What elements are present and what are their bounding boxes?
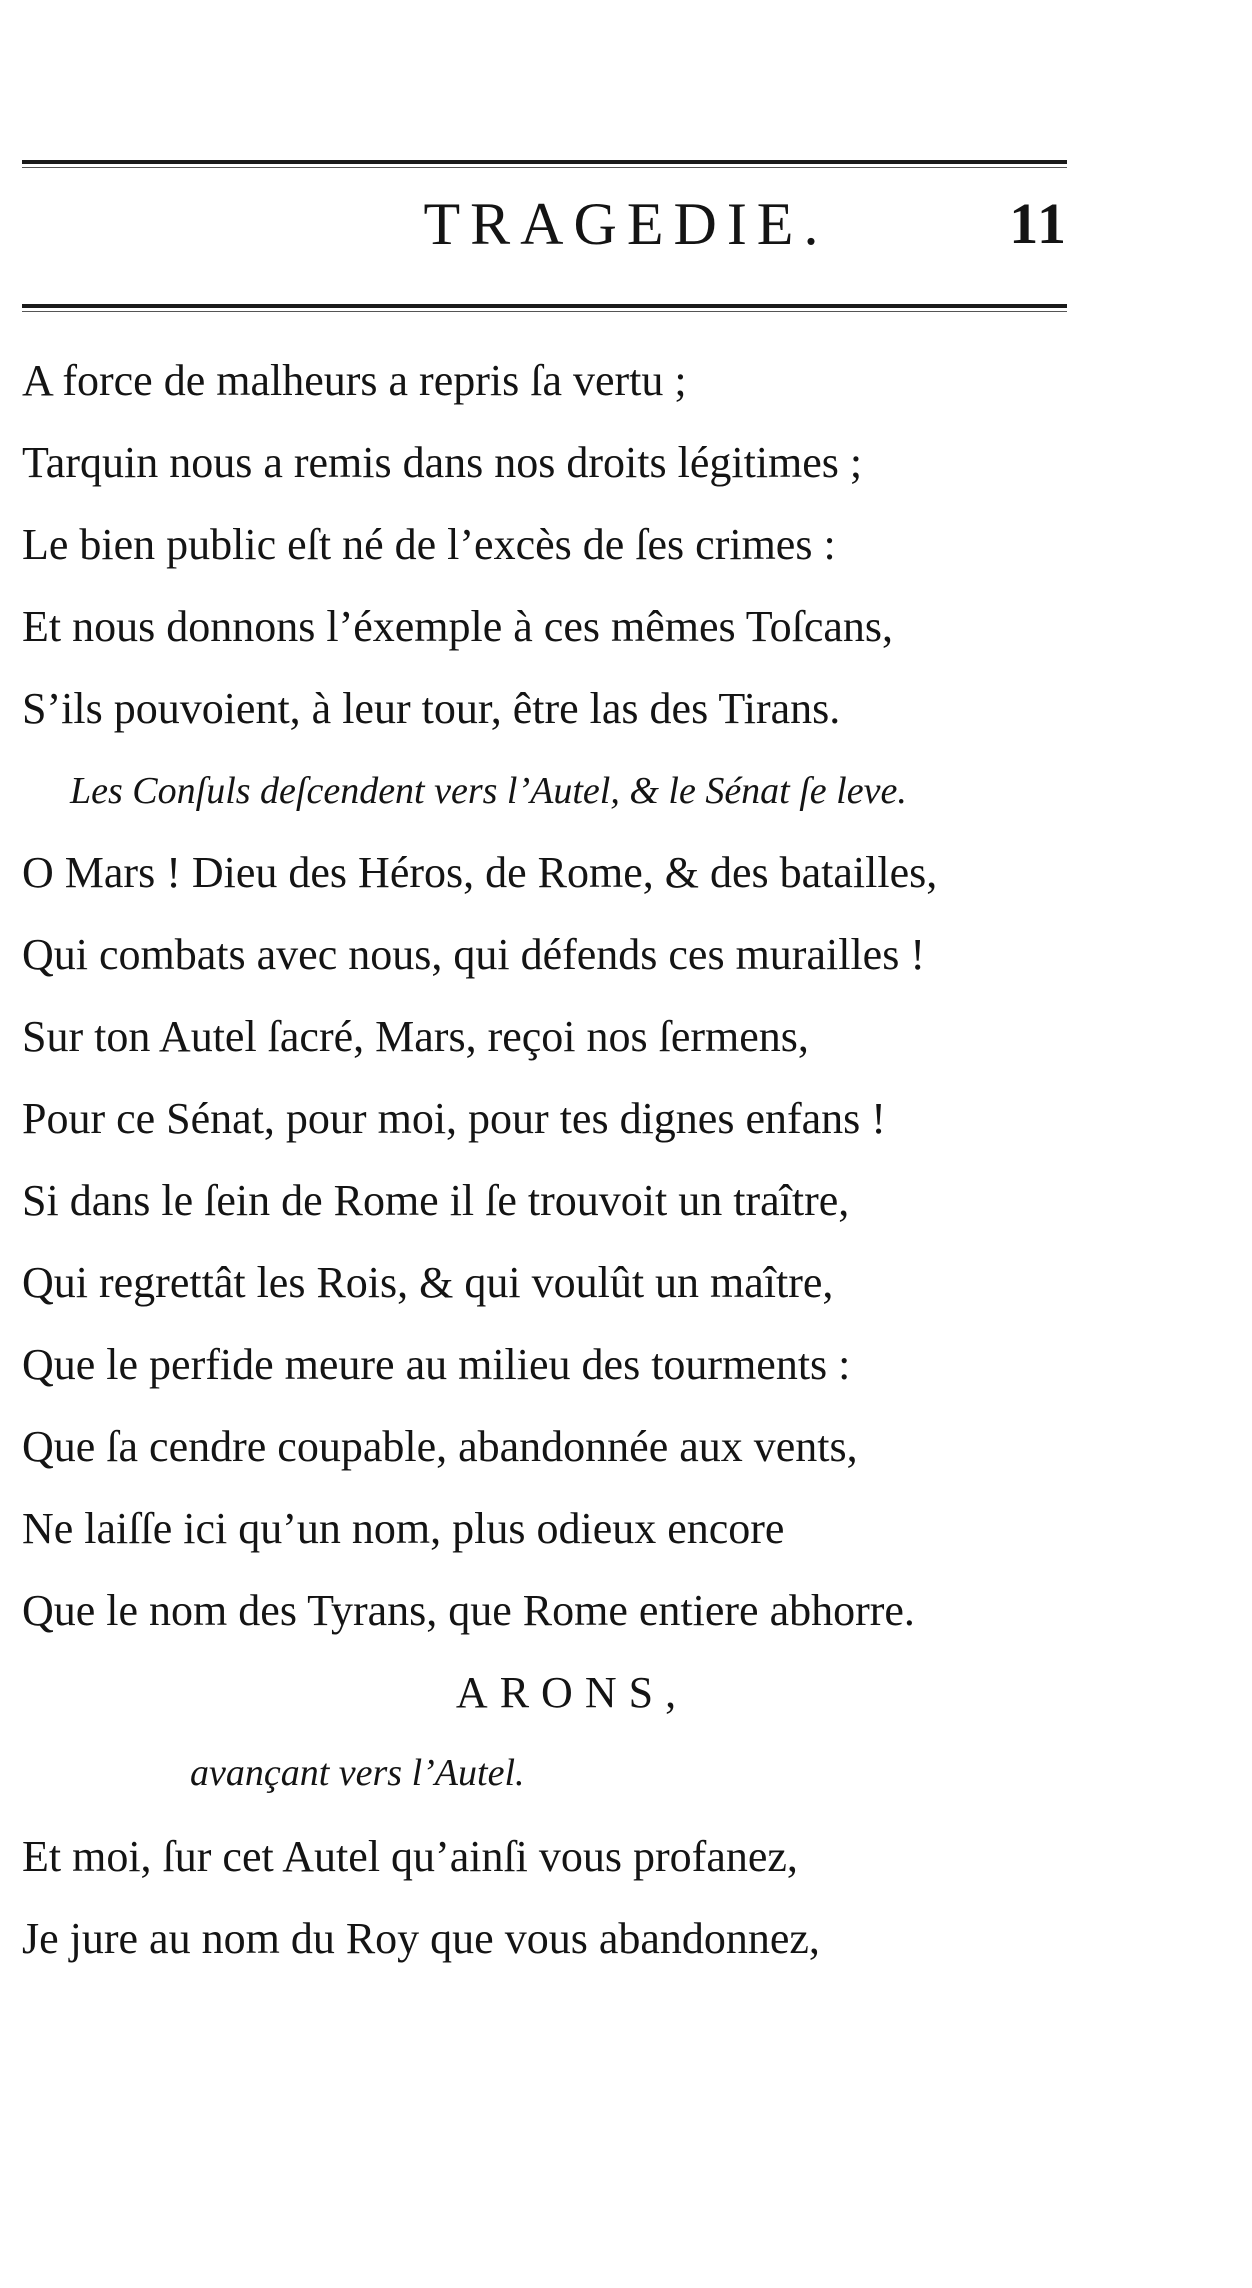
running-title: TRAGEDIE. xyxy=(423,191,829,257)
verse-line: O Mars ! Dieu des Héros, de Rome, & des batailles, xyxy=(22,848,938,897)
verse-line: Ne laiſſe ici qu’un nom, plus odieux encore xyxy=(22,1504,785,1553)
verse-line: Sur ton Autel ſacré, Mars, reçoi nos ſermens, xyxy=(22,1012,809,1061)
verse-line: Tarquin nous a remis dans nos droits légitimes ; xyxy=(22,438,863,487)
verse-line: A force de malheurs a repris ſa vertu ; xyxy=(22,356,687,405)
stage-direction: Les Conſuls deſcendent vers l’Autel, & le Sénat ſe leve. xyxy=(70,770,907,812)
verse-line: Qui regrettât les Rois, & qui voulût un maître, xyxy=(22,1258,834,1307)
verse-line: Pour ce Sénat, pour moi, pour tes dignes enfans ! xyxy=(22,1094,886,1143)
verse-line: Que le perfide meure au milieu des tourments : xyxy=(22,1340,851,1389)
verse-line: Et nous donnons l’éxemple à ces mêmes Toſcans, xyxy=(22,602,894,651)
verse-line: Le bien public eſt né de l’excès de ſes crimes : xyxy=(22,520,836,569)
page-number: 11 xyxy=(1009,191,1068,256)
verse-line: Que le nom des Tyrans, que Rome entiere abhorre. xyxy=(22,1586,915,1635)
verse-line: Qui combats avec nous, qui défends ces murailles ! xyxy=(22,930,925,979)
speaker-name: ARONS, xyxy=(455,1668,689,1717)
speaker-direction: avançant vers l’Autel. xyxy=(190,1752,525,1794)
play-text xyxy=(22,340,1082,1980)
header-top-rule xyxy=(22,160,1067,164)
verse-line: Et moi, ſur cet Autel qu’ainſi vous profanez, xyxy=(22,1832,798,1881)
verse-line: Si dans le ſein de Rome il ſe trouvoit un traître, xyxy=(22,1176,850,1225)
verse-line: S’ils pouvoient, à leur tour, être las des Tirans. xyxy=(22,684,841,733)
header-bottom-rule xyxy=(22,304,1067,308)
verse-line: Je jure au nom du Roy que vous abandonnez, xyxy=(22,1914,820,1963)
verse-line: Que ſa cendre coupable, abandonnée aux vents, xyxy=(22,1422,858,1471)
